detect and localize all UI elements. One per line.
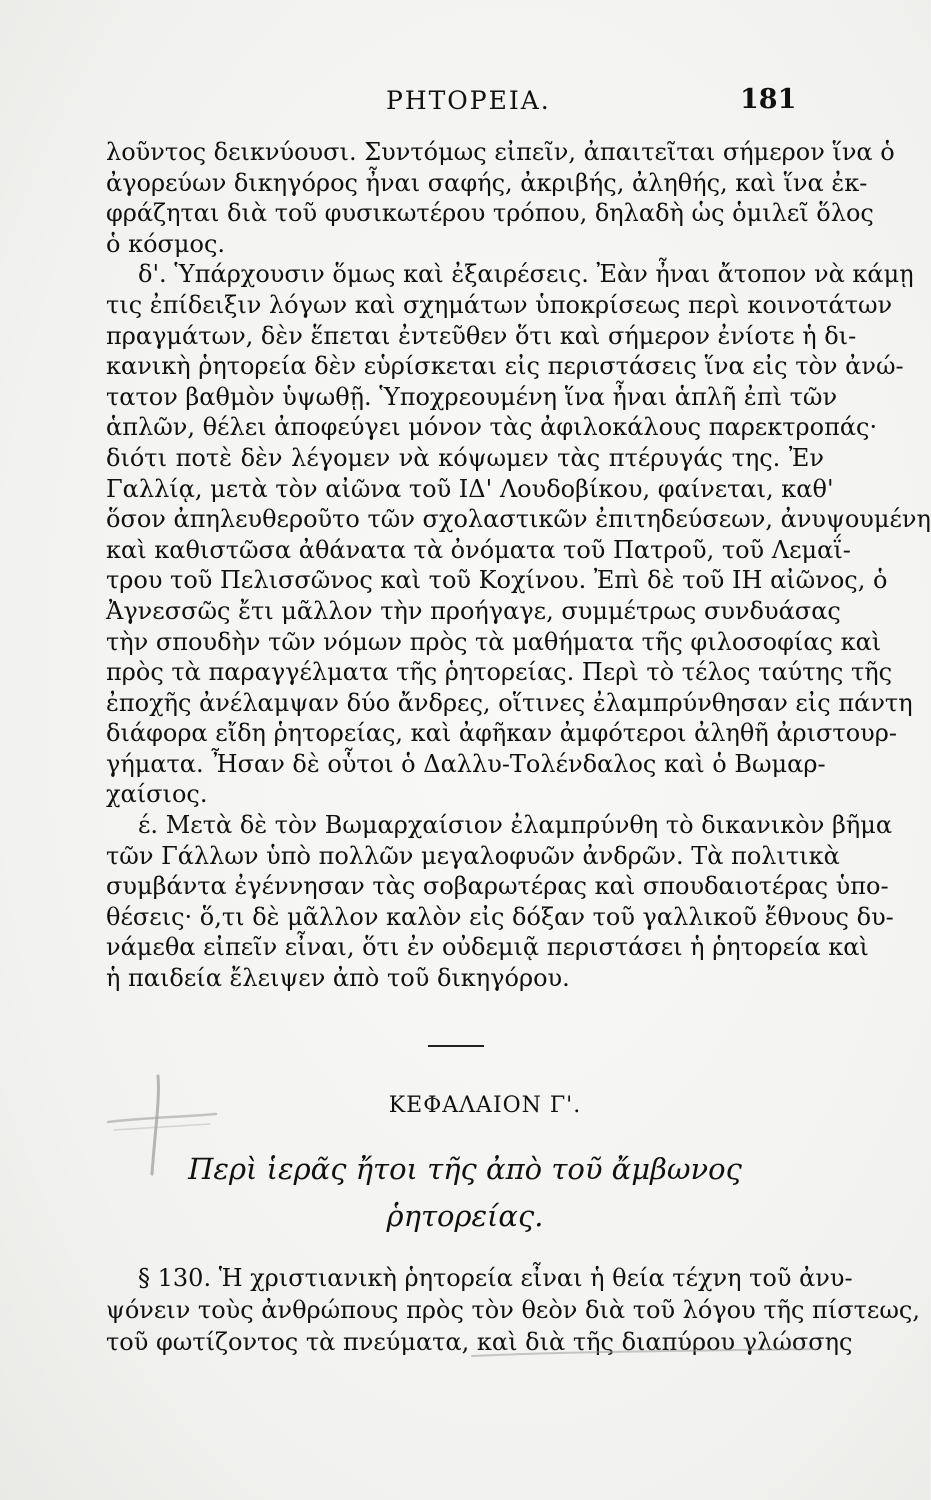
text-line: λοῦντος δεικνύουσι. Συντόμως εἰπεῖν, ἀπαιτεῖται σήμερον ἵνα ὁ bbox=[106, 138, 895, 166]
text-line: θέσεις· ὅ,τι δὲ μᾶλλον καλὸν εἰς δόξαν τοῦ γαλλικοῦ ἔθνους δυ- bbox=[106, 902, 894, 931]
text-line: τῶν Γάλλων ὑπὸ πολλῶν μεγαλοφυῶν ἀνδρῶν. Τὰ πολιτικὰ bbox=[106, 841, 840, 870]
text-line: τις ἐπίδειξιν λόγων καὶ σχημάτων ὑποκρίσεως περὶ κοινοτάτων bbox=[106, 290, 893, 319]
text-line: διότι ποτὲ δὲν λέγομεν νὰ κόψωμεν τὰς πτέρυγάς της. Ἐν bbox=[106, 443, 824, 472]
chapter-heading bbox=[0, 1093, 930, 1118]
page-number: 181 bbox=[740, 84, 797, 115]
section-divider-rule bbox=[428, 1045, 484, 1047]
text-line: ἁπλῶν, θέλει ἀποφεύγει μόνον τὰς ἀφιλοκάλους παρεκτροπάς· bbox=[106, 413, 878, 442]
text-line: Ἀγνεσσῶς ἔτι μᾶλλον τὴν προήγαγε, συμμέτρως συνδυάσας bbox=[106, 596, 841, 625]
section-start-line: § 130. Ἡ χριστιανικὴ ῥητορεία εἶναι ἡ θεία τέχνη τοῦ ἀνυ- bbox=[138, 1264, 853, 1292]
section-130-text bbox=[106, 1262, 920, 1358]
text-line: ψόνειν τοὺς ἀνθρώπους πρὸς τὸν θεὸν διὰ τοῦ λόγου τῆς πίστεως, bbox=[106, 1296, 920, 1324]
text-line: πραγμάτων, δὲν ἕπεται ἐντεῦθεν ὅτι καὶ σήμερον ἐνίοτε ἡ δι- bbox=[106, 321, 857, 350]
text-line: συμβάντα ἐγέννησαν τὰς σοβαρωτέρας καὶ σπουδαιοτέρας ὑπο- bbox=[106, 872, 889, 901]
text-line: τρου τοῦ Πελισσῶνος καὶ τοῦ Κοχίνου. Ἐπὶ δὲ τοῦ ΙΗ αἰῶνος, ὁ bbox=[106, 566, 888, 595]
running-title: ΡΗΤΟΡΕΙΑ. bbox=[386, 86, 551, 115]
text-line: τοῦ φωτίζοντος τὰ πνεύματα, καὶ διὰ τῆς διαπύρου γλώσσης bbox=[106, 1328, 853, 1356]
text-line: ὁ κόσμος. bbox=[106, 229, 226, 258]
text-line: ὅσον ἀπηλευθεροῦτο τῶν σχολαστικῶν ἐπιτηδεύσεων, ἀνυψουμένη bbox=[106, 505, 931, 534]
text-line: ἡ παιδεία ἔλειψεν ἀπὸ τοῦ δικηγόρου. bbox=[106, 964, 570, 993]
chapter-subtitle-line-1: Περὶ ἱερᾶς ἤτοι τῆς ἀπὸ τοῦ ἄμβωνος bbox=[188, 1152, 742, 1186]
text-line: ἀγορεύων δικηγόρος ἦναι σαφής, ἀκριβής, ἀληθής, καὶ ἵνα ἐκ- bbox=[106, 168, 868, 197]
paragraph-start-line: έ. Μετὰ δὲ τὸν Βωμαρχαίσιον ἐλαμπρύνθη τὸ δικανικὸν βῆμα bbox=[138, 811, 893, 840]
running-head bbox=[0, 86, 930, 126]
text-line: τατον βαθμὸν ὑψωθῇ. Ὑποχρεουμένη ἵνα ἦναι ἁπλῆ ἐπὶ τῶν bbox=[106, 382, 838, 411]
text-line: καὶ καθιστῶσα ἀθάνατα τὰ ὀνόματα τοῦ Πατροῦ, τοῦ Λεμαΐ- bbox=[106, 535, 851, 564]
text-line: φράζηται διὰ τοῦ φυσικωτέρου τρόπου, δηλαδὴ ὡς ὁμιλεῖ ὅλος bbox=[106, 199, 874, 228]
text-line: διάφορα εἴδη ῥητορείας, καὶ ἀφῆκαν ἀμφότεροι ἀληθῆ ἀριστουρ- bbox=[106, 719, 897, 748]
paragraph-start-line: δ'. Ὑπάρχουσιν ὅμως καὶ ἐξαιρέσεις. Ἐὰν ἦναι ἄτοπον νὰ κάμῃ bbox=[138, 260, 914, 289]
text-line: γήματα. Ἦσαν δὲ οὗτοι ὁ Δαλλυ-Τολένδαλος καὶ ὁ Βωμαρ- bbox=[106, 749, 826, 778]
text-line: χαίσιος. bbox=[106, 780, 208, 809]
text-line: νάμεθα εἰπεῖν εἶναι, ὅτι ἐν οὐδεμιᾷ περιστάσει ἡ ῥητορεία καὶ bbox=[106, 933, 869, 962]
chapter-subtitle-line-2: ῥητορείας. bbox=[386, 1199, 544, 1233]
text-line: Γαλλίᾳ, μετὰ τὸν αἰῶνα τοῦ ΙΔ' Λουδοβίκου, φαίνεται, καθ' bbox=[106, 474, 834, 503]
chapter-heading-text: ΚΕΦΑΛΑΙΟΝ Γ'. bbox=[388, 1093, 582, 1118]
body-text bbox=[106, 137, 931, 994]
text-line: ἐποχῆς ἀνέλαμψαν δύο ἄνδρες, οἵτινες ἐλαμπρύνθησαν εἰς πάντη bbox=[106, 688, 913, 717]
text-line: τὴν σπουδὴν τῶν νόμων πρὸς τὰ μαθήματα τῆς φιλοσοφίας καὶ bbox=[106, 627, 882, 656]
text-line: πρὸς τὰ παραγγέλματα τῆς ῥητορείας. Περὶ τὸ τέλος ταύτης τῆς bbox=[106, 658, 893, 687]
text-line: κανικὴ ῥητορεία δὲν εὑρίσκεται εἰς περιστάσεις ἵνα εἰς τὸν ἀνώ- bbox=[106, 352, 904, 381]
pencil-underline-mark bbox=[470, 1346, 820, 1362]
